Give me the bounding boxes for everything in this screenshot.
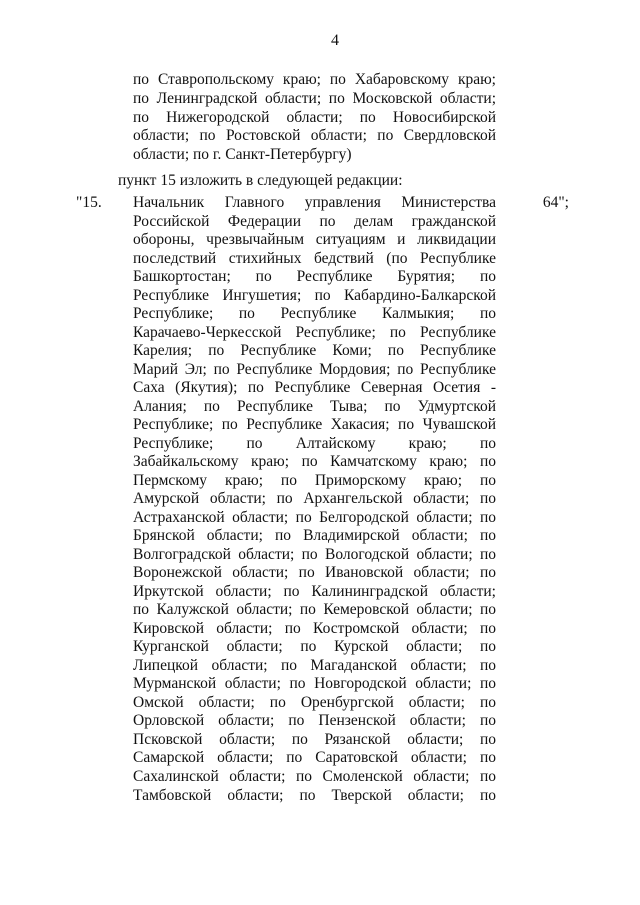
entry-value: 64"; xyxy=(542,194,569,211)
page-number: 4 xyxy=(331,32,339,49)
text-line: Волгоградской области; по Вологодской области; по xyxy=(133,545,496,563)
text-line: Иркутской области; по Калининградской области; xyxy=(133,582,496,600)
text-line: Самарской области; по Саратовской области; по xyxy=(133,749,496,767)
text-line: по Нижегородской области; по Новосибирской xyxy=(133,108,496,126)
text-line: Саха (Якутия); по Республике Северная Осетия - xyxy=(133,379,496,397)
text-line: области; по г. Санкт-Петербургу) xyxy=(133,146,352,163)
entry-text xyxy=(133,194,496,805)
text-line: Сахалинской области; по Смоленской области; по xyxy=(133,767,496,785)
text-line: Республике; по Республике Хакасия; по Чувашской xyxy=(133,416,496,434)
text-line: Российской Федерации по делам гражданской xyxy=(133,212,496,230)
text-line: Республике; по Республике Калмыкия; по xyxy=(133,305,496,323)
text-line: Амурской области; по Архангельской области; по xyxy=(133,490,496,508)
text-line: Липецкой области; по Магаданской области; по xyxy=(133,656,496,674)
text-line: Башкортостан; по Республике Бурятия; по xyxy=(133,268,496,286)
text-line: Кировской области; по Костромской области; по xyxy=(133,619,496,637)
text-line: Карелия; по Республике Коми; по Республике xyxy=(133,342,496,360)
text-line: Карачаево-Черкесской Республике; по Республике xyxy=(133,323,496,341)
text-line: Забайкальскому краю; по Камчатскому краю; по xyxy=(133,453,496,471)
text-line: Алания; по Республике Тыва; по Удмуртской xyxy=(133,397,496,415)
text-line: последствий стихийных бедствий (по Республике xyxy=(133,249,496,267)
text-line: Марий Эл; по Республике Мордовия; по Республике xyxy=(133,360,496,378)
text-line: Республике; по Алтайскому краю; по xyxy=(133,434,496,452)
text-line: по Ленинградской области; по Московской области; xyxy=(133,89,496,107)
text-line: Астраханской области; по Белгородской области; по xyxy=(133,508,496,526)
text-line: Мурманской области; по Новгородской области; по xyxy=(133,675,496,693)
text-line: Брянской области; по Владимирской области; по xyxy=(133,527,496,545)
text-line: Республике Ингушетия; по Кабардино-Балкарской xyxy=(133,286,496,304)
text-line: Тамбовской области; по Тверской области; по xyxy=(133,786,496,804)
amendment-instruction: пункт 15 изложить в следующей редакции: xyxy=(118,172,403,189)
text-line: Начальник Главного управления Министерства xyxy=(133,194,496,211)
text-line: по Ставропольскому краю; по Хабаровскому краю; xyxy=(133,71,496,88)
text-line: Омской области; по Оренбургской области; по xyxy=(133,693,496,711)
text-line: обороны, чрезвычайным ситуациям и ликвидации xyxy=(133,231,496,249)
text-line: Пермскому краю; по Приморскому краю; по xyxy=(133,471,496,489)
text-line: Воронежской области; по Ивановской области; по xyxy=(133,564,496,582)
text-line: Псковской области; по Рязанской области; по xyxy=(133,730,496,748)
text-line: по Калужской области; по Кемеровской области; по xyxy=(133,601,496,619)
text-line: Курганской области; по Курской области; по xyxy=(133,638,496,656)
entry-number: "15. xyxy=(76,194,102,211)
text-line: области; по Ростовской области; по Свердловской xyxy=(133,127,496,145)
text-line: Орловской области; по Пензенской области; по xyxy=(133,712,496,730)
intro-paragraph xyxy=(133,71,496,165)
